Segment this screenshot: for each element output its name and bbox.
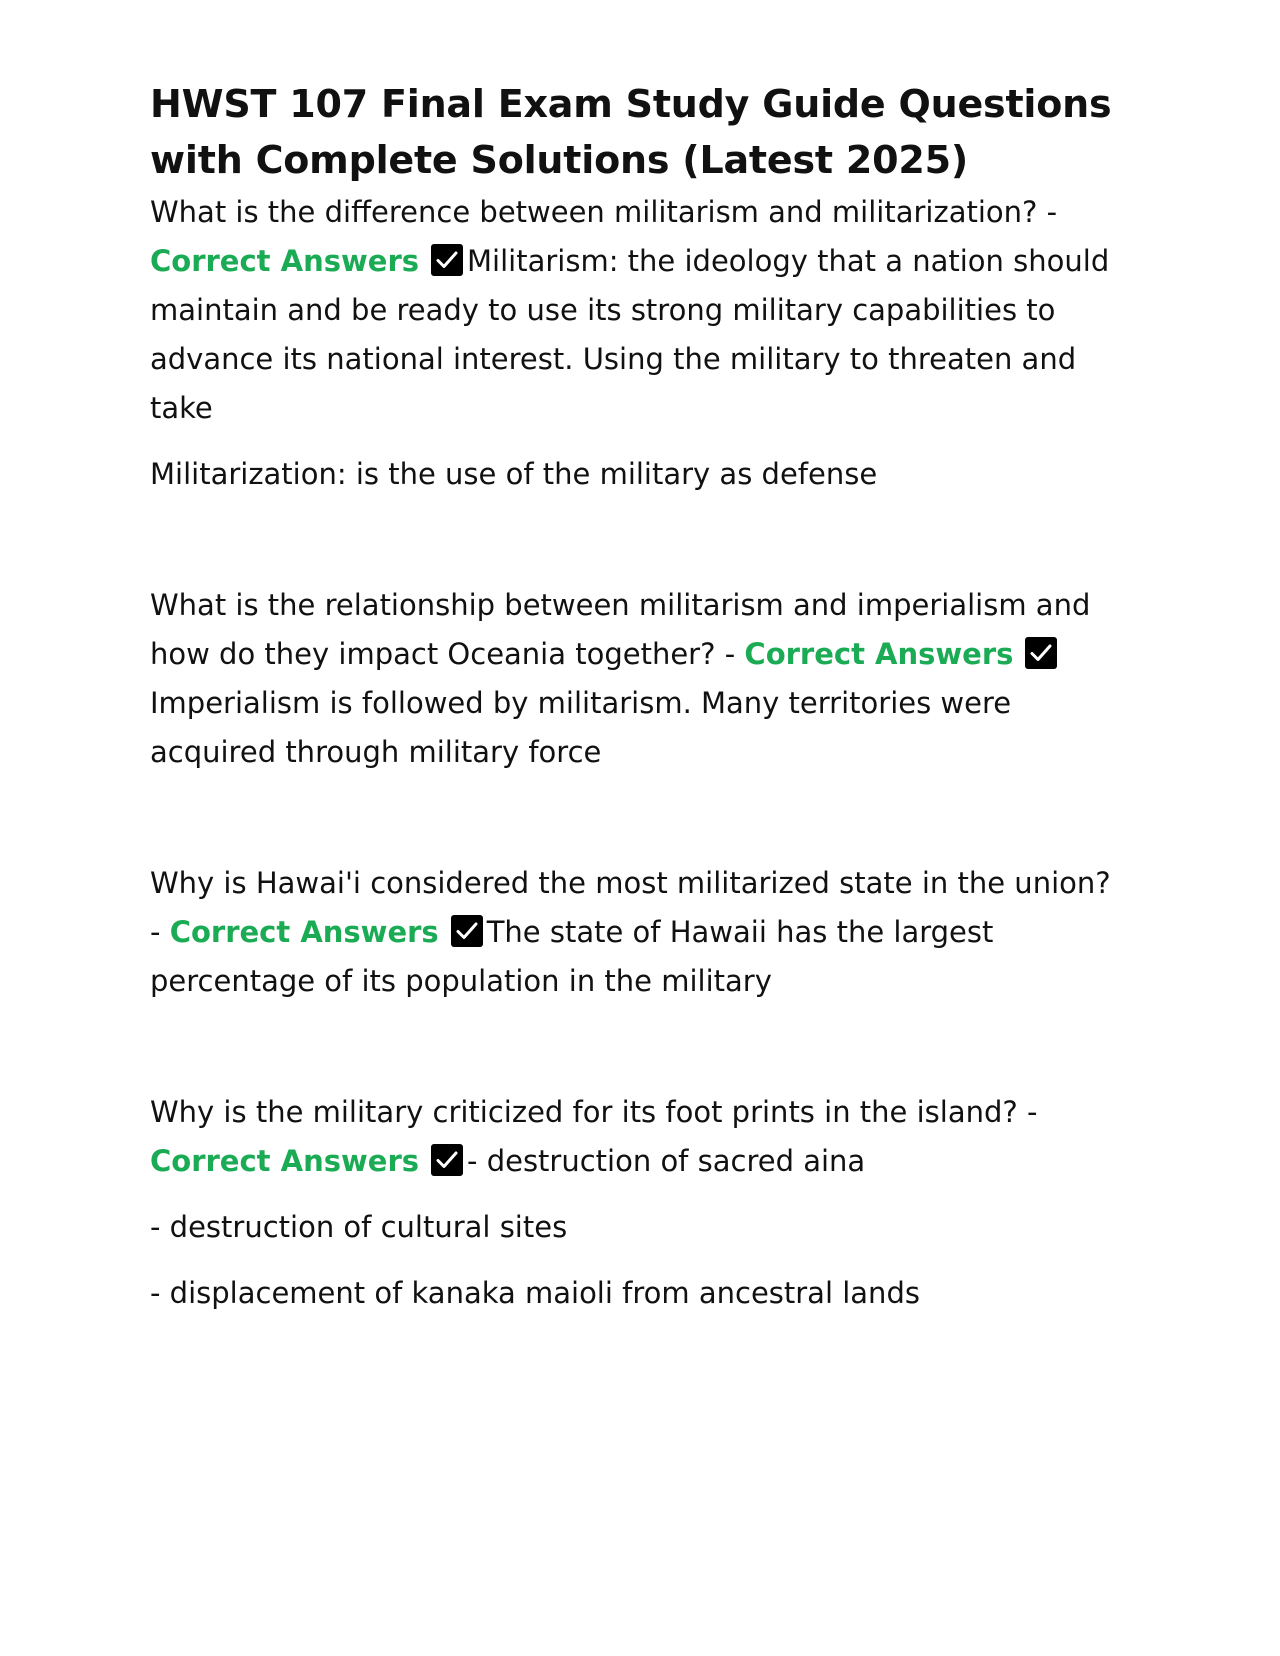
correct-answers-label: Correct Answers [744,637,1014,671]
qa-gap [150,777,1130,859]
qa-list [150,188,1130,1318]
question-text: What is the relationship between militarism and imperialism and how do they impact Oceania together? - [150,588,1091,671]
answer-text: Imperialism is followed by militarism. Many territories were acquired through military force [150,686,1012,769]
check-box-icon [1025,637,1057,669]
qa-item [150,1088,1130,1318]
qa-gap [150,499,1130,581]
answer-extra-line: - displacement of kanaka maioli from ancestral lands [150,1276,920,1310]
question-text: Why is Hawai'i considered the most militarized state in the union? - [150,866,1111,949]
question-text: Why is the military criticized for its foot prints in the island? - [150,1095,1038,1129]
answer-extra-line: Militarization: is the use of the military as defense [150,457,878,491]
answer-text: The state of Hawaii has the largest percentage of its population in the military [150,915,994,998]
qa-paragraph [150,188,1130,433]
qa-item [150,859,1130,1006]
answer-text: Militarism: the ideology that a nation should maintain and be ready to use its strong military capabilities to advance its national interest. Using the military to threaten and take [150,244,1110,425]
qa-gap [150,1006,1130,1088]
qa-item [150,188,1130,499]
qa-paragraph [150,1088,1130,1186]
check-box-icon [431,244,463,276]
correct-answers-label: Correct Answers [150,244,420,278]
qa-item [150,581,1130,777]
check-box-icon [431,1144,463,1176]
qa-paragraph [150,859,1130,1006]
document-page [150,76,1130,1318]
document-title: HWST 107 Final Exam Study Guide Questions with Complete Solutions (Latest 2025) [150,82,1112,182]
qa-paragraph [150,581,1130,777]
correct-answers-label: Correct Answers [169,915,439,949]
answer-extra-line: - destruction of cultural sites [150,1210,568,1244]
question-text: What is the difference between militarism and militarization? - [150,195,1058,229]
check-box-icon [451,915,483,947]
answer-text: - destruction of sacred aina [467,1144,866,1178]
correct-answers-label: Correct Answers [150,1144,420,1178]
